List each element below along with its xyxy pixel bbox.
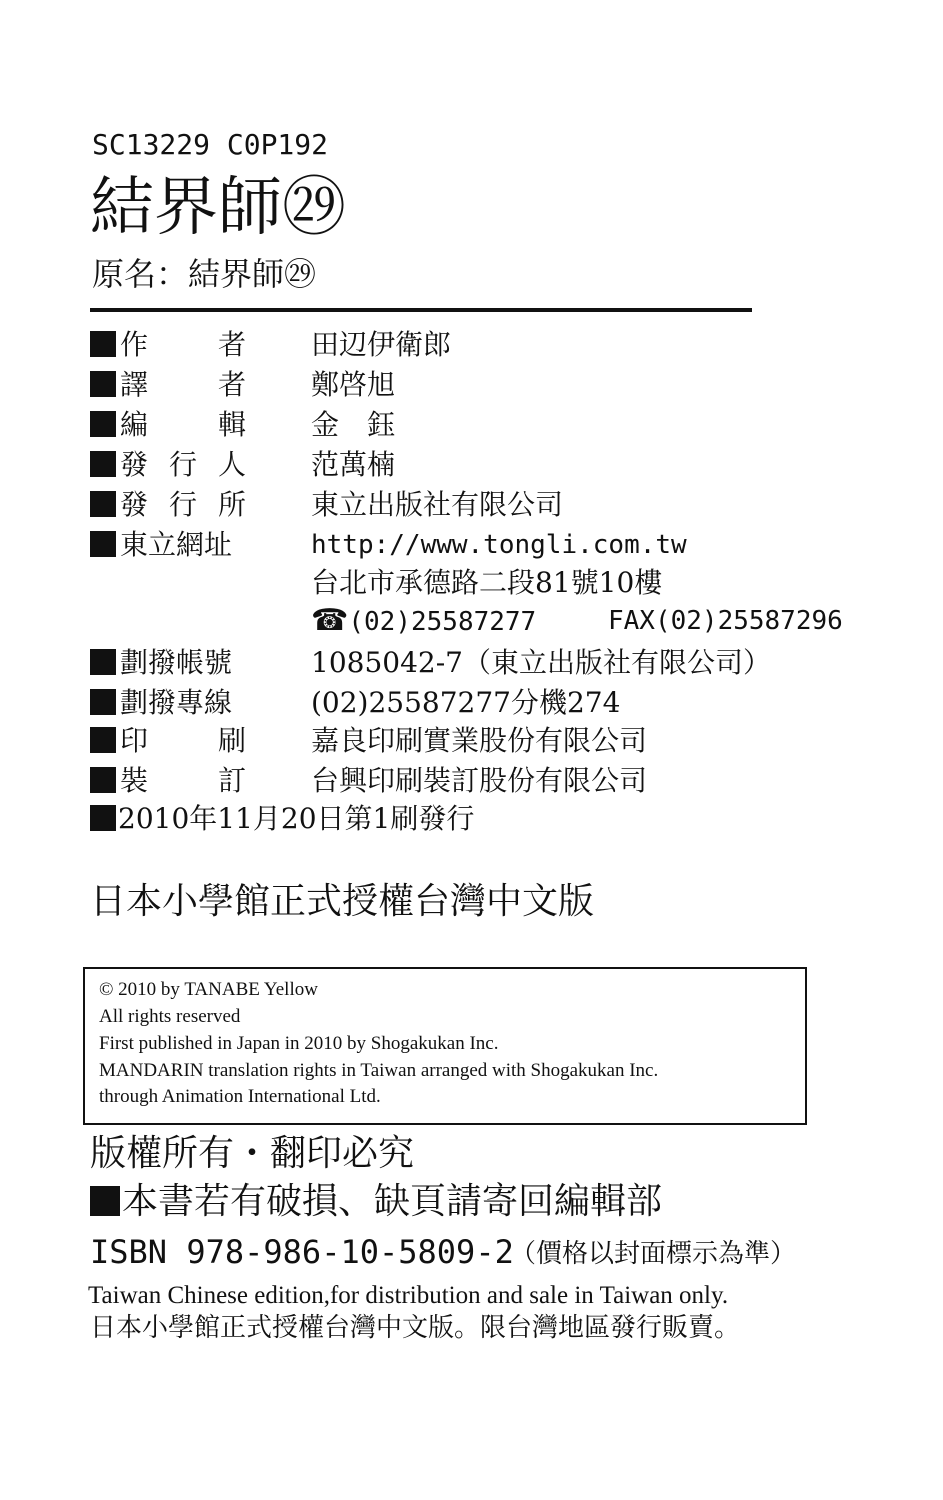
credit-row-printing: [90, 722, 648, 760]
bullet-square: [90, 411, 116, 437]
credit-row-translator: [90, 366, 396, 404]
copyright-line: First published in Japan in 2010 by Shogakukan Inc.: [99, 1033, 499, 1054]
credit-value: 嘉良印刷實業股份有限公司: [311, 724, 648, 757]
bullet-square: [90, 649, 116, 675]
credit-label: 發 行 人: [120, 448, 246, 481]
contact-line: [311, 602, 851, 641]
license-statement: 日本小學館正式授權台灣中文版: [90, 881, 595, 922]
credit-label: 印 刷: [120, 724, 246, 757]
credit-value: 1085042-7（東立出版社有限公司）: [311, 646, 771, 679]
rights-notice: 版權所有・翻印必究: [90, 1133, 415, 1174]
credit-row-publisher-person: [90, 446, 396, 484]
price-note: （價格以封面標示為準）: [510, 1239, 797, 1269]
bullet-square: [90, 767, 116, 793]
original-title: 原名：結界師㉙: [92, 255, 317, 293]
credit-value: 田辺伊衛郎: [311, 328, 452, 361]
credit-value: 東立出版社有限公司: [311, 488, 564, 521]
isbn: ISBN 978-986-10-5809-2: [90, 1233, 514, 1271]
credit-value: 金 鈺: [311, 408, 396, 441]
credit-label: 作 者: [120, 328, 246, 361]
credit-row-account: [90, 644, 771, 682]
credit-row-website: [90, 526, 687, 564]
credit-label: 裝 訂: [120, 764, 246, 797]
credit-row-editor: [90, 406, 396, 444]
bullet-square: [90, 689, 116, 715]
bullet-square: [90, 531, 116, 557]
address: 台北市承德路二段81號10樓: [311, 566, 663, 599]
credit-value: 鄭啓旭: [311, 368, 396, 401]
edition-chinese: 日本小學館正式授權台灣中文版。限台灣地區發行販賣。: [90, 1313, 741, 1343]
bullet-square: [90, 491, 116, 517]
credit-value: (02)25587277分機274: [311, 686, 621, 719]
website-url: http://www.tongli.com.tw: [311, 530, 687, 560]
credit-label: 劃撥帳號: [120, 646, 233, 679]
credit-row-hotline: [90, 684, 621, 722]
credit-label: 劃撥專線: [120, 686, 233, 719]
credit-row-author: [90, 326, 452, 364]
bullet-square: [90, 727, 116, 753]
credit-value: 范萬楠: [311, 448, 396, 481]
bullet-square: [90, 1186, 120, 1216]
credit-label: 譯 者: [120, 368, 246, 401]
edition-english: Taiwan Chinese edition,for distribution and sale in Taiwan only.: [88, 1282, 729, 1309]
telephone-icon: ☎: [311, 603, 349, 638]
credit-label: 發 行 所: [120, 488, 246, 521]
bullet-square: [90, 451, 116, 477]
phone-number: (02)25587277: [348, 607, 537, 637]
copyright-line: through Animation International Ltd.: [99, 1086, 381, 1107]
copyright-line: © 2010 by TANABE Yellow: [99, 979, 318, 1000]
copyright-line: MANDARIN translation rights in Taiwan arranged with Shogakukan Inc.: [99, 1060, 659, 1081]
credit-row-publisher: [90, 486, 564, 524]
bullet-square: [90, 331, 116, 357]
damage-notice: 本書若有破損、缺頁請寄回編輯部: [90, 1178, 662, 1226]
credit-label: 編 輯: [120, 408, 246, 441]
credit-value: 台興印刷裝訂股份有限公司: [311, 764, 648, 797]
book-title: 結界師㉙: [90, 171, 346, 245]
copyright-line: All rights reserved: [99, 1006, 241, 1027]
copyright-box: [83, 967, 807, 1125]
product-code: SC13229 C0P192: [92, 128, 329, 161]
credit-label: 東立網址: [120, 528, 233, 561]
credit-row-binding: [90, 762, 648, 800]
fax-number: FAX(02)25587296: [608, 606, 843, 636]
bullet-square: [90, 805, 116, 831]
publish-date: 2010年11月20日第1刷發行: [90, 800, 474, 838]
bullet-square: [90, 371, 116, 397]
divider: [90, 308, 752, 312]
